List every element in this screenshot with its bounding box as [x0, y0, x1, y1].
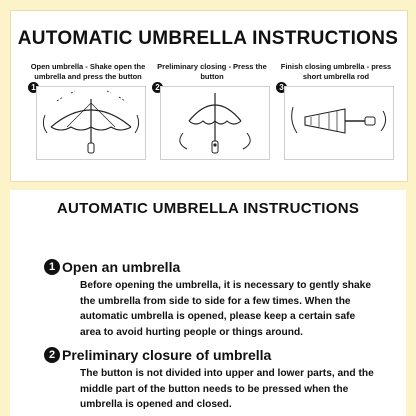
step-3-caption: Finish closing umbrella - press short umbrella rod: [280, 62, 392, 81]
top-title: AUTOMATIC UMBRELLA INSTRUCTIONS: [17, 28, 399, 49]
step-1: [26, 62, 150, 166]
section-open-umbrella: [48, 258, 382, 340]
section-2-number: 2: [44, 347, 60, 363]
step-3: [274, 62, 398, 166]
section-preliminary-closure: [48, 346, 382, 413]
section-2-body: The button is not divided into upper and lower parts, and the middle part of the button needs to be pressed when the umbrella is opened and closed.: [80, 368, 374, 410]
step-2-number: 2: [152, 82, 163, 93]
umbrella-shake-open-icon: [36, 86, 146, 160]
section-1-heading-row: [48, 258, 382, 276]
step-2: [150, 62, 274, 166]
step-1-caption: Open umbrella - Shake open the umbrella and press the button: [30, 62, 146, 81]
step-1-number: 1: [28, 82, 39, 93]
section-2-heading: Preliminary closure of umbrella: [62, 347, 272, 363]
section-1-number: 1: [44, 259, 60, 275]
umbrella-press-button-icon: [160, 86, 270, 160]
umbrella-close-rod-icon: [284, 86, 394, 160]
step-3-number: 3: [276, 82, 287, 93]
bottom-title: AUTOMATIC UMBRELLA INSTRUCTIONS: [56, 200, 360, 217]
step-2-caption: Preliminary closing - Press the button: [157, 62, 267, 81]
section-1-body: Before opening the umbrella, it is necessary to gently shake the umbrella from side to side for a few times. When the automatic umbrella is opened, please keep a certain safe area to avoid hurting people or things around.: [80, 280, 371, 338]
section-1-heading: Open an umbrella: [62, 259, 181, 275]
section-2-heading-row: [48, 346, 382, 364]
